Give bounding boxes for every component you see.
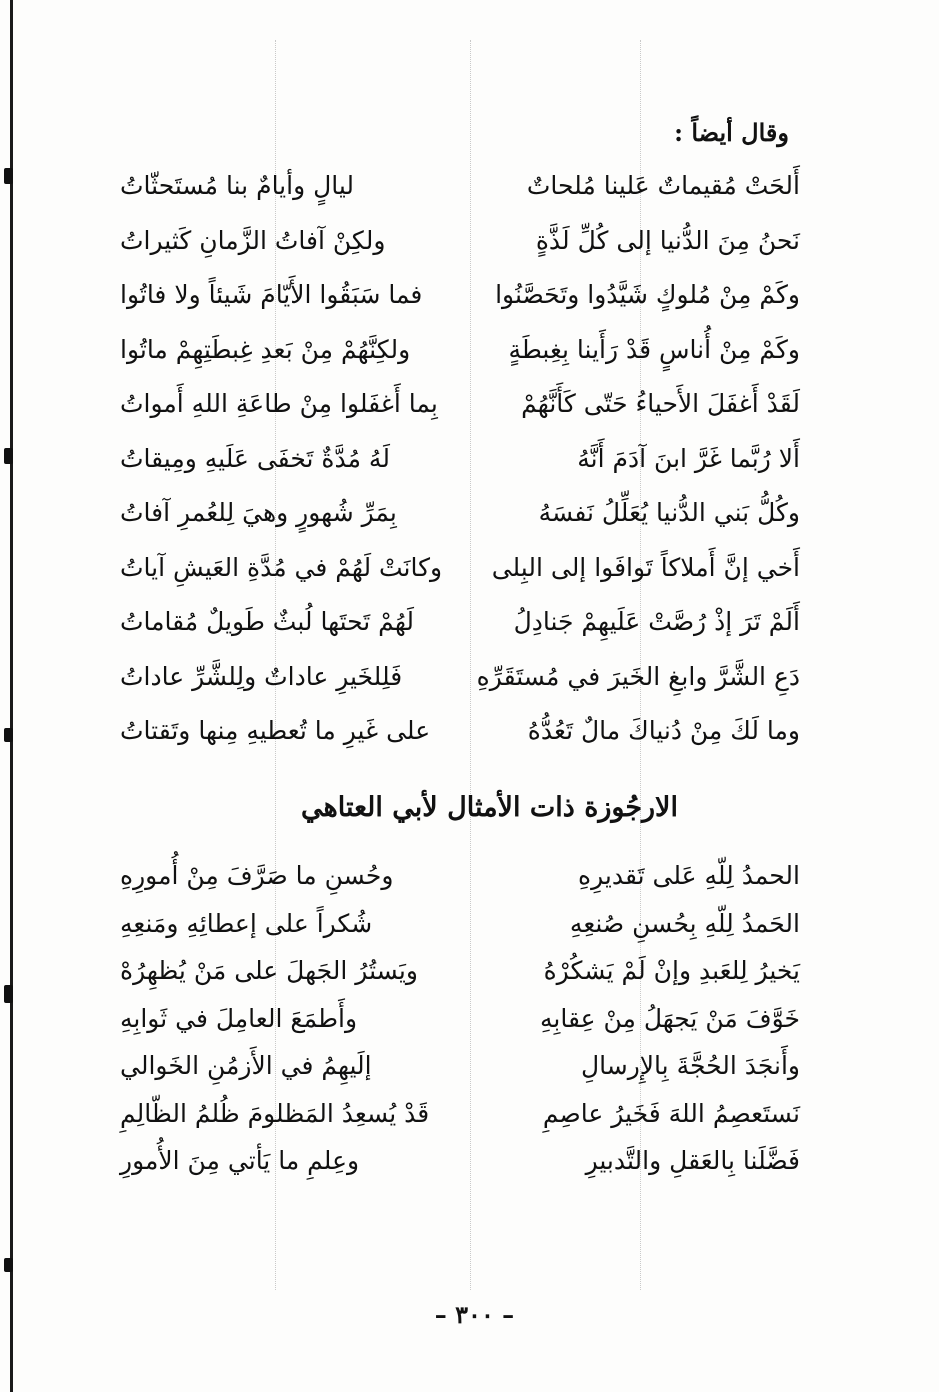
verse bbox=[120, 225, 800, 280]
binding-mark bbox=[4, 448, 13, 464]
page-number: – ٣٠٠ – bbox=[434, 1300, 515, 1329]
second-hemistich: قَدْ يُسعِدُ المَظلومَ ظُلمُ الظّالِمِ bbox=[120, 1098, 430, 1128]
verse bbox=[120, 552, 800, 607]
verse bbox=[120, 1003, 800, 1051]
poem-1 bbox=[120, 170, 800, 770]
second-hemistich: ولكِنْ آفاتُ الزَّمانِ كَثيراتُ bbox=[120, 225, 386, 255]
binding-mark bbox=[4, 1258, 13, 1272]
second-hemistich: بِمَرِّ شُهورٍ وهيَ لِلعُمرِ آفاتُ bbox=[120, 498, 397, 527]
second-hemistich: على غَيرِ ما تُعطيهِ مِنها وتَقتاتُ bbox=[120, 716, 431, 745]
first-hemistich: يَخيرُ لِلعَبدِ وإنْ لَمْ يَشكُرْهُ bbox=[543, 956, 800, 985]
second-hemistich: ويَستُرُ الجَهلَ على مَنْ يُظهِرُهْ bbox=[120, 956, 418, 985]
first-hemistich: نَستَعصِمُ اللهَ فَخَيرُ عاصِمِ bbox=[542, 1098, 800, 1128]
first-hemistich: أَخي إنَّ أَملاكاً تَوافَوا إلى البِلى bbox=[491, 552, 800, 582]
second-hemistich: وعِلمِ ما يَأتي مِنَ الأُمورِ bbox=[120, 1146, 360, 1175]
first-hemistich: وكَمْ مِنْ أُناسٍ قَدْ رَأَينا بِغِبطَةٍ bbox=[508, 334, 800, 364]
verse bbox=[120, 279, 800, 334]
first-hemistich: دَعِ الشَّرَّ وابغِ الخَيرَ في مُستَقَرِّهِ bbox=[476, 661, 800, 691]
binding-mark bbox=[4, 168, 13, 184]
binding-edge bbox=[10, 0, 13, 1392]
verse bbox=[120, 170, 800, 225]
second-hemistich: فَلِلخَيرِ عاداتٌ ولِلشَّرِّ عاداتُ bbox=[120, 661, 403, 691]
poem-2 bbox=[120, 860, 800, 1193]
verse bbox=[120, 860, 800, 908]
poem-heading: الارجُوزة ذات الأمثال لأبي العتاهي bbox=[301, 792, 678, 823]
second-hemistich: بِما أَغفَلوا مِنْ طاعَةِ اللهِ أَمواتُ bbox=[120, 389, 438, 418]
second-hemistich: فما سَبَقُوا الأَيّامَ شَيئاً ولا فاتُوا bbox=[120, 280, 423, 309]
verse bbox=[120, 497, 800, 552]
binding-mark bbox=[4, 985, 13, 1003]
verse bbox=[120, 715, 800, 770]
first-hemistich: الحمدُ لِلّهِ عَلى تَقديرِهِ bbox=[577, 861, 800, 890]
verse bbox=[120, 443, 800, 498]
second-hemistich: ولكِنَّهُمْ مِنْ بَعدِ غِبطَتِهِمْ ماتُوا bbox=[120, 334, 411, 364]
first-hemistich: وكُلُّ بَني الدُّنيا يُعَلِّلُ نَفسَهُ bbox=[538, 498, 800, 527]
second-hemistich: وأَطمَعَ العامِلَ في ثَوابِهِ bbox=[120, 1003, 358, 1033]
first-hemistich: وكَمْ مِنْ مُلوكٍ شَيَّدُوا وتَحَصَّنُوا bbox=[495, 280, 800, 309]
first-hemistich: نَحنُ مِنَ الدُّنيا إلى كُلِّ لَذَّةٍ bbox=[535, 225, 800, 255]
first-hemistich: أَلَمْ تَرَ إذْ رُصَّتْ عَلَيهِمْ جَنادِلُ bbox=[513, 607, 800, 636]
verse bbox=[120, 1050, 800, 1098]
first-hemistich: وما لَكَ مِنْ دُنياكَ مالٌ تَعُدُّهُ bbox=[527, 716, 800, 745]
second-hemistich: وحُسنِ ما صَرَّفَ مِنْ أُمورِهِ bbox=[120, 861, 394, 890]
verse bbox=[120, 908, 800, 956]
first-hemistich: الحَمدُ لِلّهِ بِحُسنِ صُنعِهِ bbox=[569, 908, 800, 938]
verse bbox=[120, 388, 800, 443]
verse bbox=[120, 955, 800, 1003]
first-hemistich: خَوَّفَ مَنْ يَجهَلُ مِنْ عِقابِهِ bbox=[539, 1003, 800, 1033]
verse bbox=[120, 1145, 800, 1193]
verse bbox=[120, 661, 800, 716]
first-hemistich: فَضَّلَنا بِالعَقلِ والتَّدبيرِ bbox=[585, 1146, 800, 1175]
second-hemistich: لَهُ مُدَّةٌ تَخفَى عَلَيهِ ومِيقاتُ bbox=[120, 443, 390, 473]
binding-mark bbox=[4, 728, 13, 742]
second-hemistich: شُكراً على إعطائِهِ ومَنعِهِ bbox=[120, 908, 373, 938]
first-hemistich: أَلحَتْ مُقيماتٌ عَلينا مُلحاتٌ bbox=[526, 171, 800, 200]
first-hemistich: أَلا رُبَّما غَرَّ ابنَ آدَمَ أَنَّهُ bbox=[577, 443, 800, 473]
second-hemistich: ليالٍ وأيامٌ بنا مُستَحثّاتُ bbox=[120, 171, 355, 200]
first-hemistich: لَقَدْ أَغفَلَ الأَحياءُ حَتّى كَأَنَّهُمْ bbox=[521, 389, 800, 418]
verse bbox=[120, 334, 800, 389]
intro-line: وقال أيضاً : bbox=[674, 118, 789, 147]
second-hemistich: إلَيهِمُ في الأَزمُنِ الخَوالي bbox=[120, 1051, 372, 1080]
verse bbox=[120, 606, 800, 661]
verse bbox=[120, 1098, 800, 1146]
second-hemistich: وكانَتْ لَهُمْ في مُدَّةِ العَيشِ آياتُ bbox=[120, 552, 443, 582]
second-hemistich: لَهُمْ تَحتَها لُبثٌ طَويلٌ مُقاماتُ bbox=[120, 607, 414, 636]
first-hemistich: وأَنجَدَ الحُجَّةَ بِالإِرسالِ bbox=[580, 1051, 800, 1080]
